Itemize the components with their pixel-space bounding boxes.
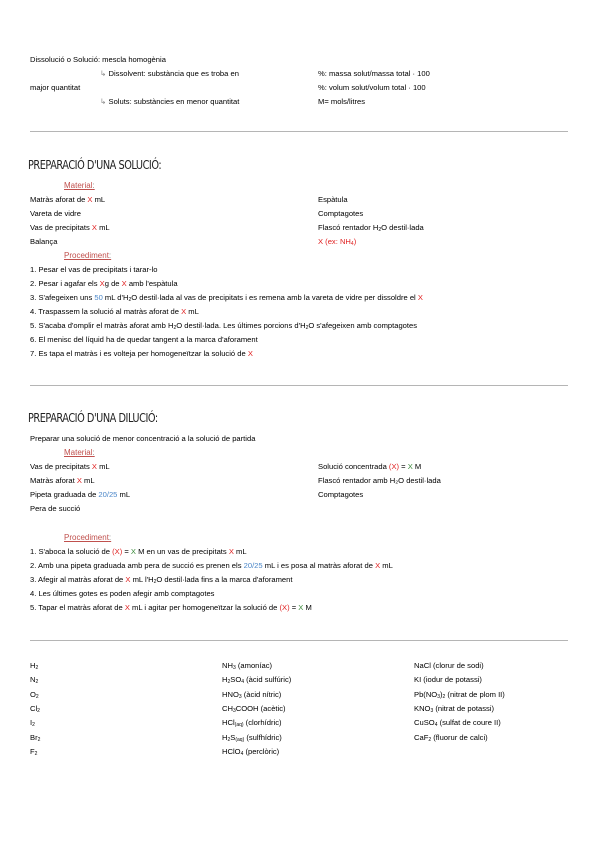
material-item: X (ex: $NH_4$) [318, 237, 357, 247]
step: 2. Amb una pipeta graduada amb pera de succió es prenen els 20/25 mL i es posa al matràs aforat de X mL [30, 561, 393, 570]
formula-item: $KNO_3$ (nitrat de potassi) [414, 703, 495, 714]
material-item: Pera de succió [30, 504, 81, 513]
step: 1. S'aboca la solució de (X) = X M en un vas de precipitats X mL [30, 547, 247, 556]
formula-item: $O_2$ [30, 689, 39, 700]
formula-item: $F_2$ [30, 746, 38, 757]
formula-item: NaCl (clorur de sodi) [414, 661, 484, 670]
formula-item: $Pb(NO_3)_2$ (nitrat de plom II) [414, 689, 505, 700]
step: 2. Pesar i agafar els Xg de X amb l'espàtula [30, 279, 178, 288]
formula-item: $Br_2$ [30, 732, 41, 743]
procediment-label: Procediment: [64, 251, 112, 260]
section-title-dilucio: PREPARACIÓ D'UNA DILUCIÓ: [28, 410, 158, 425]
dissolvent-line: ↳ Dissolvent: substància que es troba en [100, 69, 239, 78]
divider [30, 640, 568, 641]
step: 3. S'afegeixen uns 50 mL $d'H_2O$ destil·lada al vas de precipitats i es remena amb la vareta de vidre per dissoldre el X [30, 293, 423, 303]
step: 4. Les últimes gotes es poden afegir amb comptagotes [30, 589, 215, 598]
formula-volume: %: volum solut/volum total · 100 [318, 83, 426, 92]
material-item: Espàtula [318, 195, 348, 204]
material-item: Balança [30, 237, 58, 246]
divider [30, 131, 568, 132]
arrow-icon: ↳ [100, 69, 107, 78]
formula-mass: %: massa solut/massa total · 100 [318, 69, 430, 78]
material-item: Matràs aforat X mL [30, 476, 95, 485]
material-item: Matràs aforat de X mL [30, 195, 106, 204]
formula-item: $I_2$ [30, 718, 35, 729]
formula-item: $H_2SO_4$ (àcid sulfúric) [222, 675, 292, 686]
formula-item: CaF$_2$ (fluorur de calci) [414, 732, 488, 743]
material-label: Material: [64, 448, 95, 457]
formula-item: CuSO$_4$ (sulfat de coure II) [414, 718, 501, 729]
material-item: Flascó rentador $H_2O$ destil·lada [318, 223, 424, 233]
material-item: Pipeta graduada de 20/25 mL [30, 490, 131, 499]
arrow-icon: ↳ [100, 97, 107, 106]
material-item: Vareta de vidre [30, 209, 81, 218]
dissolvent-cont: major quantitat [30, 83, 81, 92]
material-item: Vas de precipitats X mL [30, 223, 110, 232]
step: 4. Traspassem la solució al matràs aforat de X mL [30, 307, 199, 316]
step: 5. Tapar el matràs aforat de X mL i agitar per homogeneïtzar la solució de (X) = X M [30, 603, 312, 612]
step: 1. Pesar el vas de precipitats i tarar-lo [30, 265, 158, 274]
formula-molarity: M= mols/litres [318, 97, 366, 106]
formula-item: $H_2S_{(aq)}$ (sulfhídric) [222, 732, 282, 743]
material-item: Flascó rentador amb H₂O destil·lada [318, 476, 441, 485]
section-title-solucio: PREPARACIÓ D'UNA SOLUCIÓ: [28, 157, 162, 172]
step: 7. Es tapa el matràs i es volteja per homogeneïtzar la solució de X [30, 349, 253, 358]
formula-item: $NH_3$ (amoníac) [222, 661, 273, 671]
material-label: Material: [64, 181, 95, 190]
step: 5. S'acaba d'omplir el matràs aforat amb $H_2O$ destil·lada. Les últimes porcions $d'H_2O$ s'afegeixen amb comptagotes [30, 321, 418, 331]
dilution-intro: Preparar una solució de menor concentració a la solució de partida [30, 434, 256, 443]
definition-line: Dissolució o Solució: mescla homogènia [30, 55, 166, 64]
material-item: Comptagotes [318, 209, 364, 218]
material-item: Comptagotes [318, 490, 364, 499]
step: 3. Afegir al matràs aforat de X mL $l'H_2O$ destil·lada fins a la marca d'aforament [30, 575, 293, 585]
formula-item: $H_2$ [30, 661, 39, 671]
formula-item: HCl$_{(aq)}$ (clorhídric) [222, 718, 282, 729]
formula-item: HClO$_4$ (perclòric) [222, 746, 280, 757]
divider [30, 385, 568, 386]
procediment-label: Procediment: [64, 533, 112, 542]
material-item: Vas de precipitats X mL [30, 462, 110, 471]
formula-item: $N_2$ [30, 675, 39, 686]
formula-item: $Cl_2$ [30, 703, 40, 714]
material-item: Solució concentrada (X) = X M [318, 462, 422, 471]
formula-item: $CH_3COOH$ (acètic) [222, 703, 286, 714]
formula-item: KI (iodur de potassi) [414, 675, 482, 685]
soluts-line: ↳ Soluts: substàncies en menor quantitat [100, 97, 240, 106]
formula-item: $HNO_3$ (àcid nítric) [222, 689, 282, 700]
step: 6. El menisc del líquid ha de quedar tangent a la marca d'aforament [30, 335, 258, 344]
